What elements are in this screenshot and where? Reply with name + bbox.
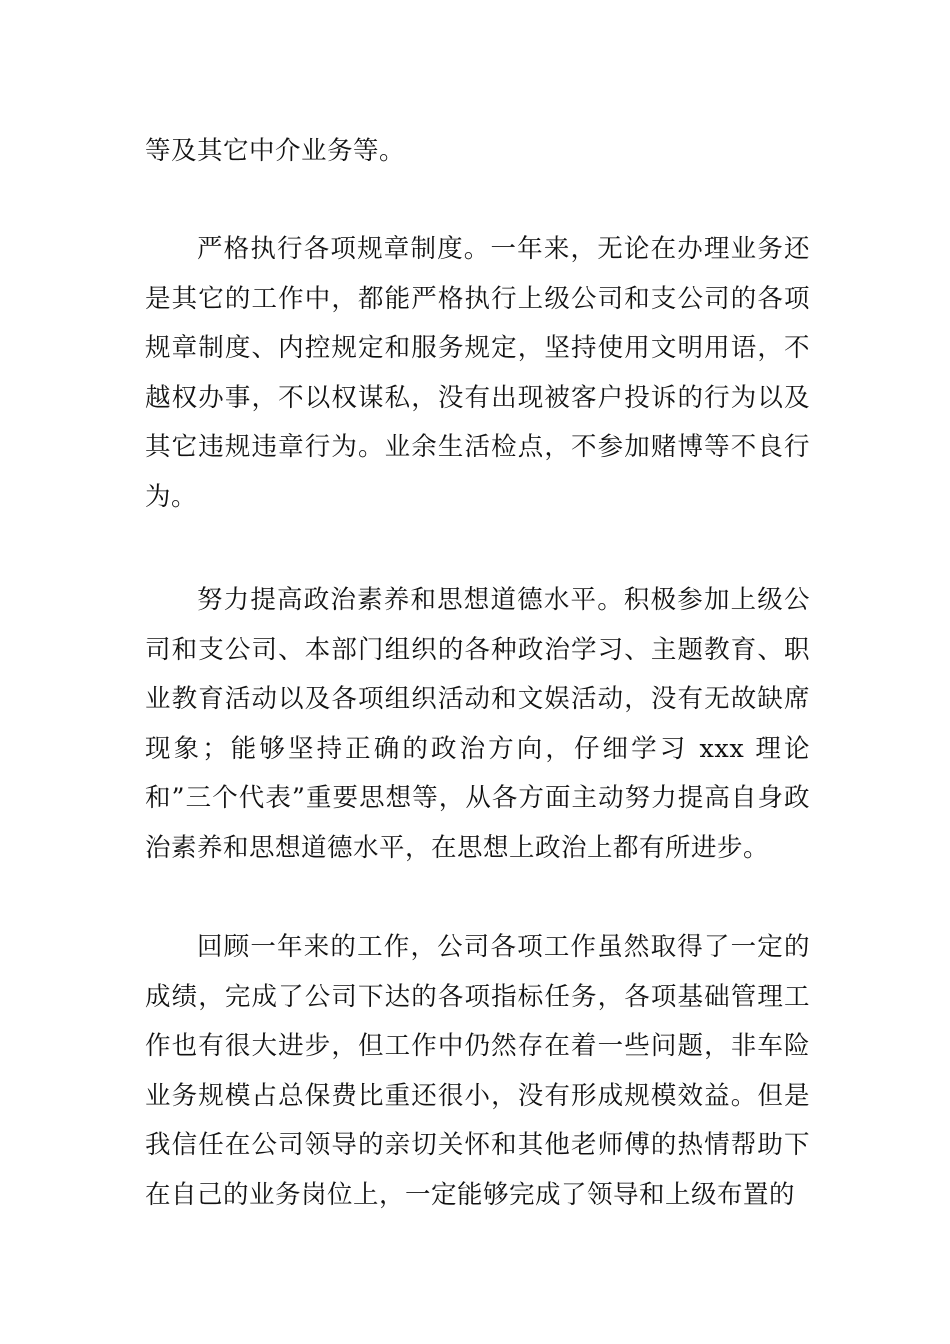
- paragraph-regulations: 严格执行各项规章制度。一年来，无论在办理业务还是其它的工作中，都能严格执行上级公司和支公司的各项规章制度、内控规定和服务规定，坚持使用文明用语，不越权办事，不以权谋私，没有出现被客户投诉的行为以及其它违规违章行为。业余生活检点，不参加赌博等不良行为。: [145, 234, 810, 512]
- paragraph-continuation: 等及其它中介业务等。: [145, 136, 406, 166]
- paragraph-review: 回顾一年来的工作，公司各项工作虽然取得了一定的成绩，完成了公司下达的各项指标任务，各项基础管理工作也有很大进步，但工作中仍然存在着一些问题，非车险业务规模占总保费比重还很小，没有形成规模效益。但是我信任在公司领导的亲切关怀和其他老师傅的热情帮助下在自己的业务岗位上，一定能够完成了领导和上级布置的: [145, 932, 810, 1210]
- paragraph-political-quality: 努力提高政治素养和思想道德水平。积极参加上级公司和支公司、本部门组织的各种政治学习、主题教育、职业教育活动以及各项组织活动和文娱活动，没有无故缺席现象；能够坚持正确的政治方向，仔细学习 xxx 理论和”三个代表”重要思想等，从各方面主动努力提高自身政治素养和思想道德水平，在思想上政治上都有所进步。: [145, 585, 810, 863]
